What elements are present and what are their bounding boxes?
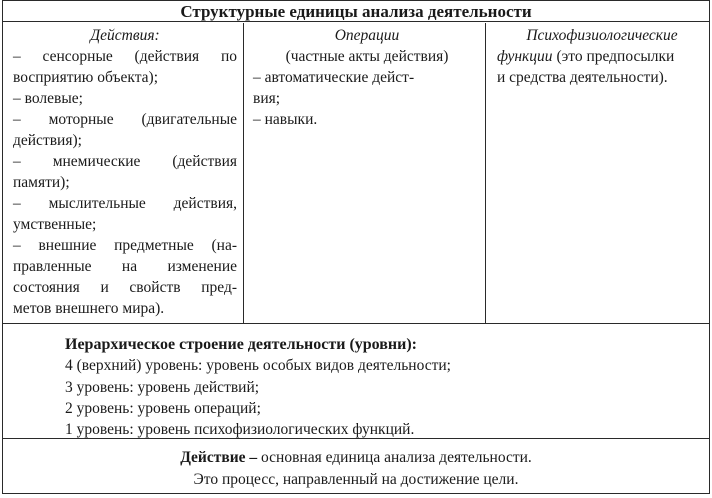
actions-line: правленные на изменение [13,258,237,275]
actions-line: действия); [13,132,82,149]
psychophys-column [497,25,707,88]
divider-hierarchy [3,323,709,324]
operations-line: вия; [253,90,281,107]
definition-line2: Это процесс, направленный на достижение цели. [193,470,519,488]
operations-subheader: (частные акты действия) [285,48,449,65]
psychophys-italic-term: функции [497,48,553,65]
actions-line: восприятию объекта); [13,69,159,86]
actions-header: Действия: [90,27,160,44]
actions-line: состояния и свойств пред- [13,279,237,296]
actions-line: – волевые; [13,90,83,107]
psychophys-header: Психофизиологические [526,27,678,44]
divider-col2 [485,23,486,323]
definition-section [3,447,709,490]
divider-col1 [243,23,244,323]
hierarchy-heading: Иерархическое строение деятельности (уровни): [65,336,417,353]
actions-line: – сенсорные (действия по [13,48,237,65]
operations-header: Операции [334,27,400,44]
actions-column [13,25,237,319]
actions-line: – мнемические (действия [13,153,237,170]
psychophys-line1 [497,46,707,67]
hierarchy-level: 2 уровень: уровень операций; [65,399,261,417]
table-title: Структурные единицы анализа деятельности [180,2,532,21]
psychophys-line1-rest: (это предпосылки [552,48,675,65]
activity-structure-table [2,0,710,494]
operations-column [253,25,481,130]
psychophys-line2: и средства деятельности). [497,69,668,86]
hierarchy-level: 3 уровень: уровень действий; [65,378,260,396]
hierarchy-level: 1 уровень: уровень психофизиологических функций. [65,421,415,439]
hierarchy-level: 4 (верхний) уровень: уровень особых видов деятельности; [65,357,451,375]
definition-rest: основная единица анализа деятельности. [257,449,532,466]
actions-line: памяти); [13,174,70,191]
actions-line: умственные; [13,216,97,233]
actions-line: – моторные (двигательные [13,111,237,128]
operations-line: – навыки. [253,111,318,128]
divider-definition [3,438,709,439]
actions-line: – внешние предметные (на- [13,237,237,254]
definition-term: Действие – [180,449,258,466]
hierarchy-section [65,334,451,440]
actions-line: – мыслительные действия, [13,195,237,212]
actions-line: метов внешнего мира). [13,300,165,317]
definition-line1 [3,447,709,469]
operations-line: – автоматические дейст- [253,69,415,86]
divider-title [3,21,709,22]
